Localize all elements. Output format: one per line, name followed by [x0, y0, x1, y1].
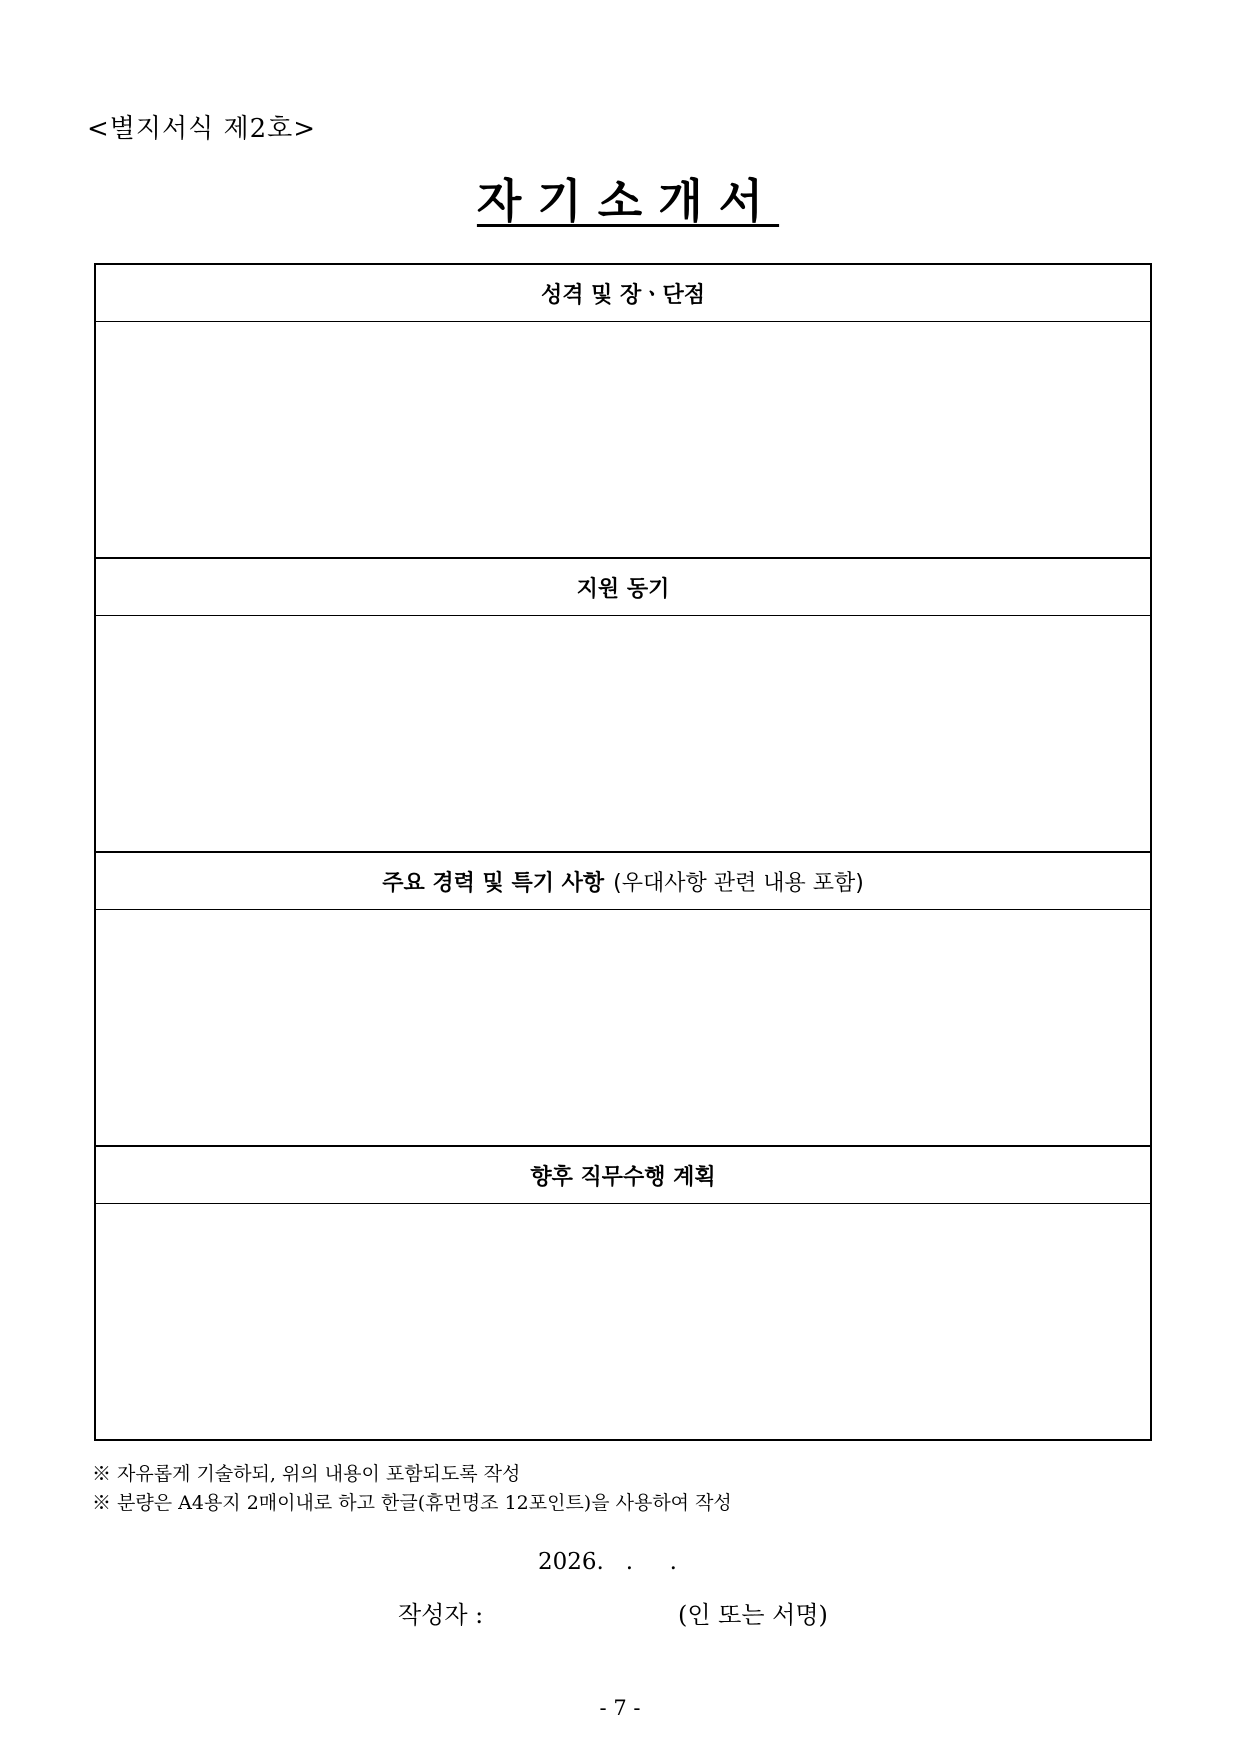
document-title-text: 자기소개서 — [476, 174, 780, 228]
section-header-future-plan — [96, 1147, 1150, 1204]
personality-answer-area[interactable] — [96, 322, 1150, 559]
note-item: ※ 분량은 A4용지 2매이내로 하고 한글(휴먼명조 12포인트)을 사용하여 작성 — [92, 1492, 732, 1514]
section-heading: 성격 및 장ㆍ단점 — [540, 282, 706, 308]
form-number-label: <별지서식 제2호> — [87, 114, 317, 144]
section-heading: 주요 경력 및 특기 사항 — [382, 870, 605, 896]
page-number: - 7 - — [599, 1696, 641, 1720]
signature-note: (인 또는 서명) — [678, 1601, 828, 1629]
author-line — [398, 1595, 858, 1630]
section-subheading: (우대사항 관련 내용 포함) — [613, 870, 864, 896]
motivation-answer-area[interactable] — [96, 616, 1150, 853]
section-header-personality — [96, 265, 1150, 322]
section-heading: 지원 동기 — [576, 576, 670, 602]
section-heading: 향후 직무수행 계획 — [530, 1164, 716, 1190]
section-header-career — [96, 853, 1150, 910]
note-item: ※ 자유롭게 기술하되, 위의 내용이 포함되도록 작성 — [92, 1463, 521, 1485]
self-introduction-table — [94, 263, 1152, 1441]
date-field[interactable]: 2026. . . — [538, 1549, 677, 1575]
document-title — [0, 165, 1240, 231]
instructions-notes — [92, 1460, 732, 1518]
author-label: 작성자 : — [398, 1601, 484, 1629]
section-header-motivation — [96, 559, 1150, 616]
career-answer-area[interactable] — [96, 910, 1150, 1147]
future-plan-answer-area[interactable] — [96, 1204, 1150, 1441]
